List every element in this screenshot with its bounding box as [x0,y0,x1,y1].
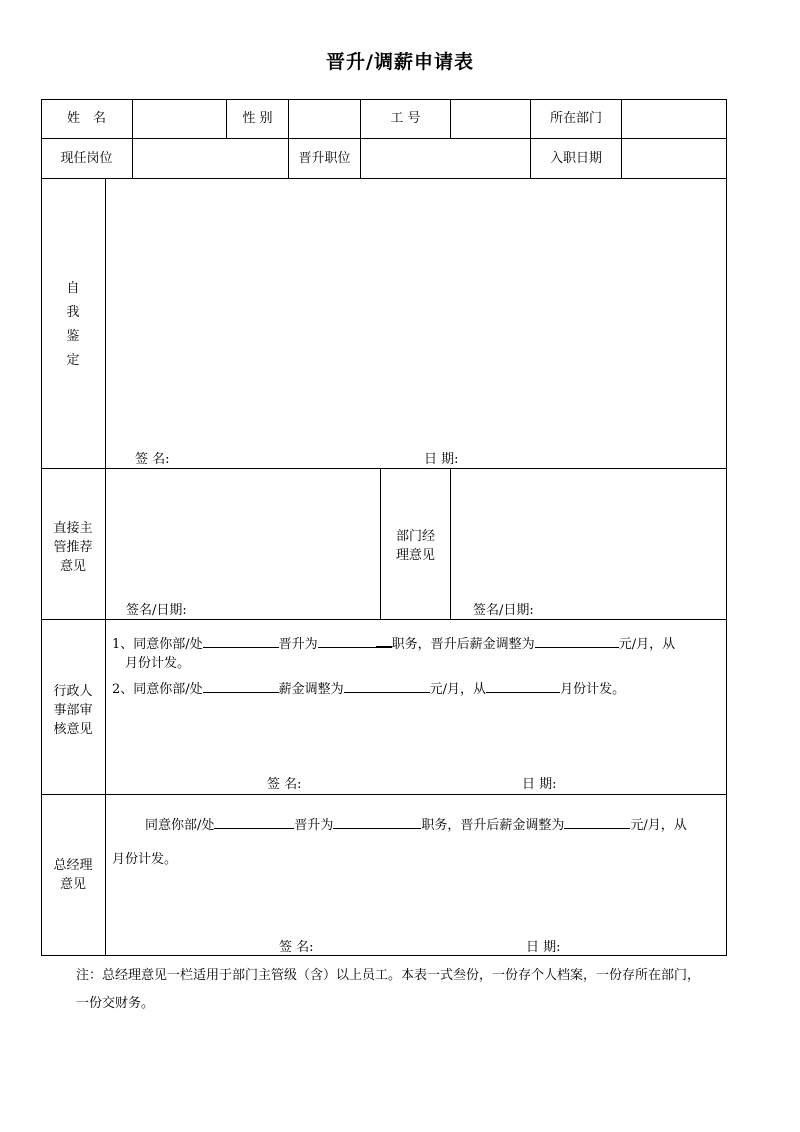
supervisor-opinion-area[interactable] [107,471,379,599]
self-evaluation-area[interactable] [107,181,725,451]
text: 薪金调整为 [278,682,344,697]
blank-line[interactable] [203,680,279,693]
text: 月份计发。 [560,682,626,697]
gm-sign-label: 签 名: [279,940,314,955]
blank-line[interactable] [376,634,392,648]
label-line: 意见 [59,877,86,892]
gm-date-label: 日 期: [526,940,561,955]
employee-id-label: 工 号 [390,111,421,126]
gm-opinion-text [145,816,687,834]
table-border-top [41,99,727,100]
label-line: 核意见 [53,722,93,737]
text: 职务，晋升后薪金调整为 [391,637,535,652]
self-eval-date-label: 日 期: [424,452,459,467]
hr-sign-label: 签 名: [267,777,302,792]
row-divider [41,468,727,469]
hr-item-2 [112,680,625,698]
text: 职务，晋升后薪金调整为 [421,818,565,833]
join-date-field[interactable] [622,150,726,167]
promoted-position-label: 晋升职位 [298,151,351,166]
row-divider [41,138,727,139]
label-char: 鉴 [66,329,80,344]
table-border-bottom [41,955,727,956]
blank-line[interactable] [214,816,294,829]
hr-item-1-cont: 月份计发。 [125,656,191,671]
application-form [41,99,727,956]
note-line: 一份交财务。 [76,996,155,1011]
blank-line[interactable] [486,680,560,693]
label-line: 总经理 [53,858,93,873]
blank-line[interactable] [564,816,630,829]
col-divider [450,468,451,619]
text: 元/月，从 [429,682,487,697]
text: 2、同意你部/处 [112,682,203,697]
hr-date-label: 日 期: [522,777,557,792]
blank-line[interactable] [344,680,430,693]
name-label: 姓 名 [66,111,106,126]
label-line: 管推荐 [53,540,93,555]
department-field[interactable] [622,110,726,127]
form-note [76,962,756,1018]
row-divider [41,794,727,795]
text: 元/月，从 [618,637,676,652]
label-char: 我 [66,305,80,320]
blank-line[interactable] [318,635,376,648]
row-divider [41,178,727,179]
table-border-right [726,99,727,956]
text: 晋升为 [294,818,334,833]
self-eval-sign-label: 签 名: [135,452,170,467]
manager-opinion-area[interactable] [452,471,725,599]
text: 1、同意你部/处 [112,637,203,652]
manager-opinion-label [381,527,450,565]
label-line: 行政人 [53,684,93,699]
self-evaluation-label [63,277,83,373]
label-line: 直接主 [53,521,93,536]
supervisor-recommendation-label [41,519,105,576]
manager-sign-date-label: 签名/日期: [473,603,534,618]
hr-review-label [41,682,105,739]
label-column-divider [105,178,106,955]
label-line: 事部审 [53,703,93,718]
gender-label: 性 别 [242,111,273,126]
employee-id-field[interactable] [451,110,529,127]
gender-field[interactable] [289,110,359,127]
join-date-label: 入职日期 [549,151,602,166]
department-label: 所在部门 [549,111,602,126]
blank-line[interactable] [203,635,279,648]
form-title: 晋升/调薪申请表 [326,51,474,73]
gm-opinion-text-cont: 月份计发。 [112,852,178,867]
label-line: 意见 [59,559,86,574]
label-char: 定 [66,353,80,368]
text: 元/月，从 [630,818,687,833]
row-divider [41,619,727,620]
note-line: 注：总经理意见一栏适用于部门主管级（含）以上员工。本表一式叁份，一份存个人档案，一份存所在部门， [76,968,701,983]
label-line: 部门经 [395,529,435,544]
blank-line[interactable] [333,816,421,829]
label-char: 自 [66,281,80,296]
blank-line[interactable] [535,635,619,648]
name-field[interactable] [133,110,225,127]
supervisor-sign-date-label: 签名/日期: [126,603,187,618]
text: 同意你部/处 [145,818,215,833]
current-position-field[interactable] [133,150,287,167]
promoted-position-field[interactable] [361,150,529,167]
text: 晋升为 [278,637,318,652]
gm-opinion-label [41,856,105,894]
current-position-label: 现任岗位 [60,151,113,166]
label-line: 理意见 [395,548,435,563]
hr-item-1 [112,634,675,653]
